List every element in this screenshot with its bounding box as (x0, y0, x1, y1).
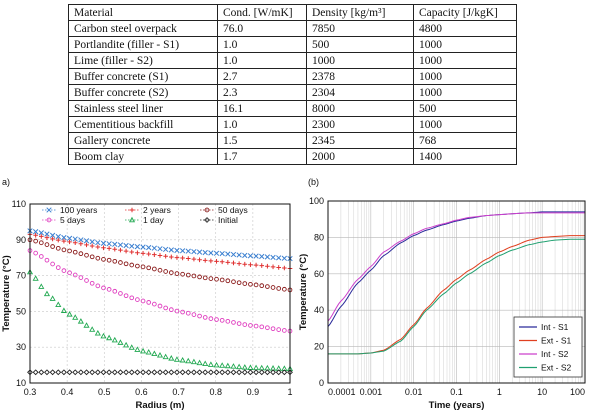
cell-capacity: 1000 (414, 69, 517, 85)
cell-material: Carbon steel overpack (69, 21, 218, 37)
y-axis-label: Temperature (°C) (1, 255, 12, 332)
header-density: Density [kg/m³] (307, 5, 414, 21)
x-tick-label: 0.1 (450, 387, 463, 397)
y-tick-label: 0 (318, 378, 324, 388)
cell-material: Cementitious backfill (69, 117, 218, 133)
legend-label: 2 years (143, 205, 171, 215)
cell-conductivity: 2.7 (218, 69, 307, 85)
cell-conductivity: 1.0 (218, 37, 307, 53)
cell-material: Portlandite (filler - S1) (69, 37, 218, 53)
panel-label: a) (2, 177, 11, 187)
header-conductivity: Cond. [W/mK] (218, 5, 307, 21)
cell-material: Lime (filler - S2) (69, 53, 218, 69)
y-tick-label: 50 (15, 306, 26, 317)
x-tick-label: 0.001 (359, 387, 383, 397)
cell-density: 2000 (307, 149, 414, 165)
x-tick-label: 100 (569, 387, 585, 397)
x-tick-label: 0.6 (135, 387, 148, 397)
x-tick-label: 0.5 (98, 387, 111, 397)
cell-capacity: 1000 (414, 85, 517, 101)
legend-label: Int - S1 (541, 322, 569, 332)
y-axis-label: Temperature (°C) (298, 253, 309, 331)
y-tick-label: 110 (11, 199, 26, 209)
cell-density: 2345 (307, 133, 414, 149)
cell-conductivity: 1.5 (218, 133, 307, 149)
cell-density: 2300 (307, 117, 414, 133)
legend-label: 1 day (143, 215, 164, 225)
x-axis-label: Time (years) (428, 400, 485, 411)
panel-label: (b) (308, 177, 319, 187)
cell-conductivity: 16.1 (218, 101, 307, 117)
legend-label: 100 years (60, 205, 98, 215)
cell-material: Gallery concrete (69, 133, 218, 149)
cell-density: 2378 (307, 69, 414, 85)
legend (514, 317, 582, 377)
y-tick-label: 80 (313, 232, 324, 243)
x-tick-label: 0.8 (209, 387, 222, 397)
y-tick-label: 90 (15, 234, 26, 245)
cell-capacity: 1000 (414, 117, 517, 133)
legend-label: Initial (218, 215, 238, 225)
legend-label: Int - S2 (541, 349, 569, 359)
cell-density: 2304 (307, 85, 414, 101)
legend-label: 5 days (60, 215, 86, 225)
legend-label: Ext - S1 (541, 335, 572, 346)
cell-conductivity: 2.3 (218, 85, 307, 101)
cell-capacity: 4800 (414, 21, 517, 37)
chart-a (1, 177, 293, 411)
cell-capacity: 1000 (414, 53, 517, 69)
y-tick-label: 30 (15, 342, 26, 353)
header-capacity: Capacity [J/kgK] (414, 5, 517, 21)
cell-capacity: 768 (414, 133, 517, 149)
cell-material: Buffer concrete (S1) (69, 69, 218, 85)
x-axis-label: Radius (m) (135, 400, 185, 411)
cell-conductivity: 76.0 (218, 21, 307, 37)
x-tick-label: 0.3 (23, 387, 37, 397)
cell-material: Buffer concrete (S2) (69, 85, 218, 101)
y-tick-label: 10 (15, 378, 26, 388)
cell-conductivity: 1.0 (218, 53, 307, 69)
y-tick-label: 100 (308, 196, 324, 206)
header-material: Material (69, 5, 218, 21)
cell-density: 500 (307, 37, 414, 53)
y-tick-label: 20 (313, 341, 324, 352)
x-tick-label: 0.7 (172, 387, 185, 397)
x-tick-label: 1 (287, 387, 293, 397)
y-tick-label: 70 (15, 270, 26, 281)
y-tick-label: 60 (313, 268, 324, 279)
cell-capacity: 1000 (414, 37, 517, 53)
x-tick-label: 10 (537, 387, 548, 397)
chart-b (298, 177, 585, 411)
cell-capacity: 1400 (414, 149, 517, 165)
cell-material: Stainless steel liner (69, 101, 218, 117)
cell-conductivity: 1.7 (218, 149, 307, 165)
x-tick-label: 1 (496, 387, 502, 397)
cell-material: Boom clay (69, 149, 218, 165)
cell-density: 1000 (307, 53, 414, 69)
legend-label: Ext - S2 (541, 362, 572, 373)
x-tick-label: 0.9 (246, 387, 260, 397)
legend-label: 50 days (218, 205, 248, 215)
y-tick-label: 40 (313, 305, 324, 316)
x-tick-label: 0.01 (404, 387, 423, 397)
cell-capacity: 500 (414, 101, 517, 117)
cell-density: 8000 (307, 101, 414, 117)
x-tick-label: 0.4 (60, 387, 74, 397)
x-tick-label: 0.0001 (328, 387, 356, 397)
cell-density: 7850 (307, 21, 414, 37)
cell-conductivity: 1.0 (218, 117, 307, 133)
